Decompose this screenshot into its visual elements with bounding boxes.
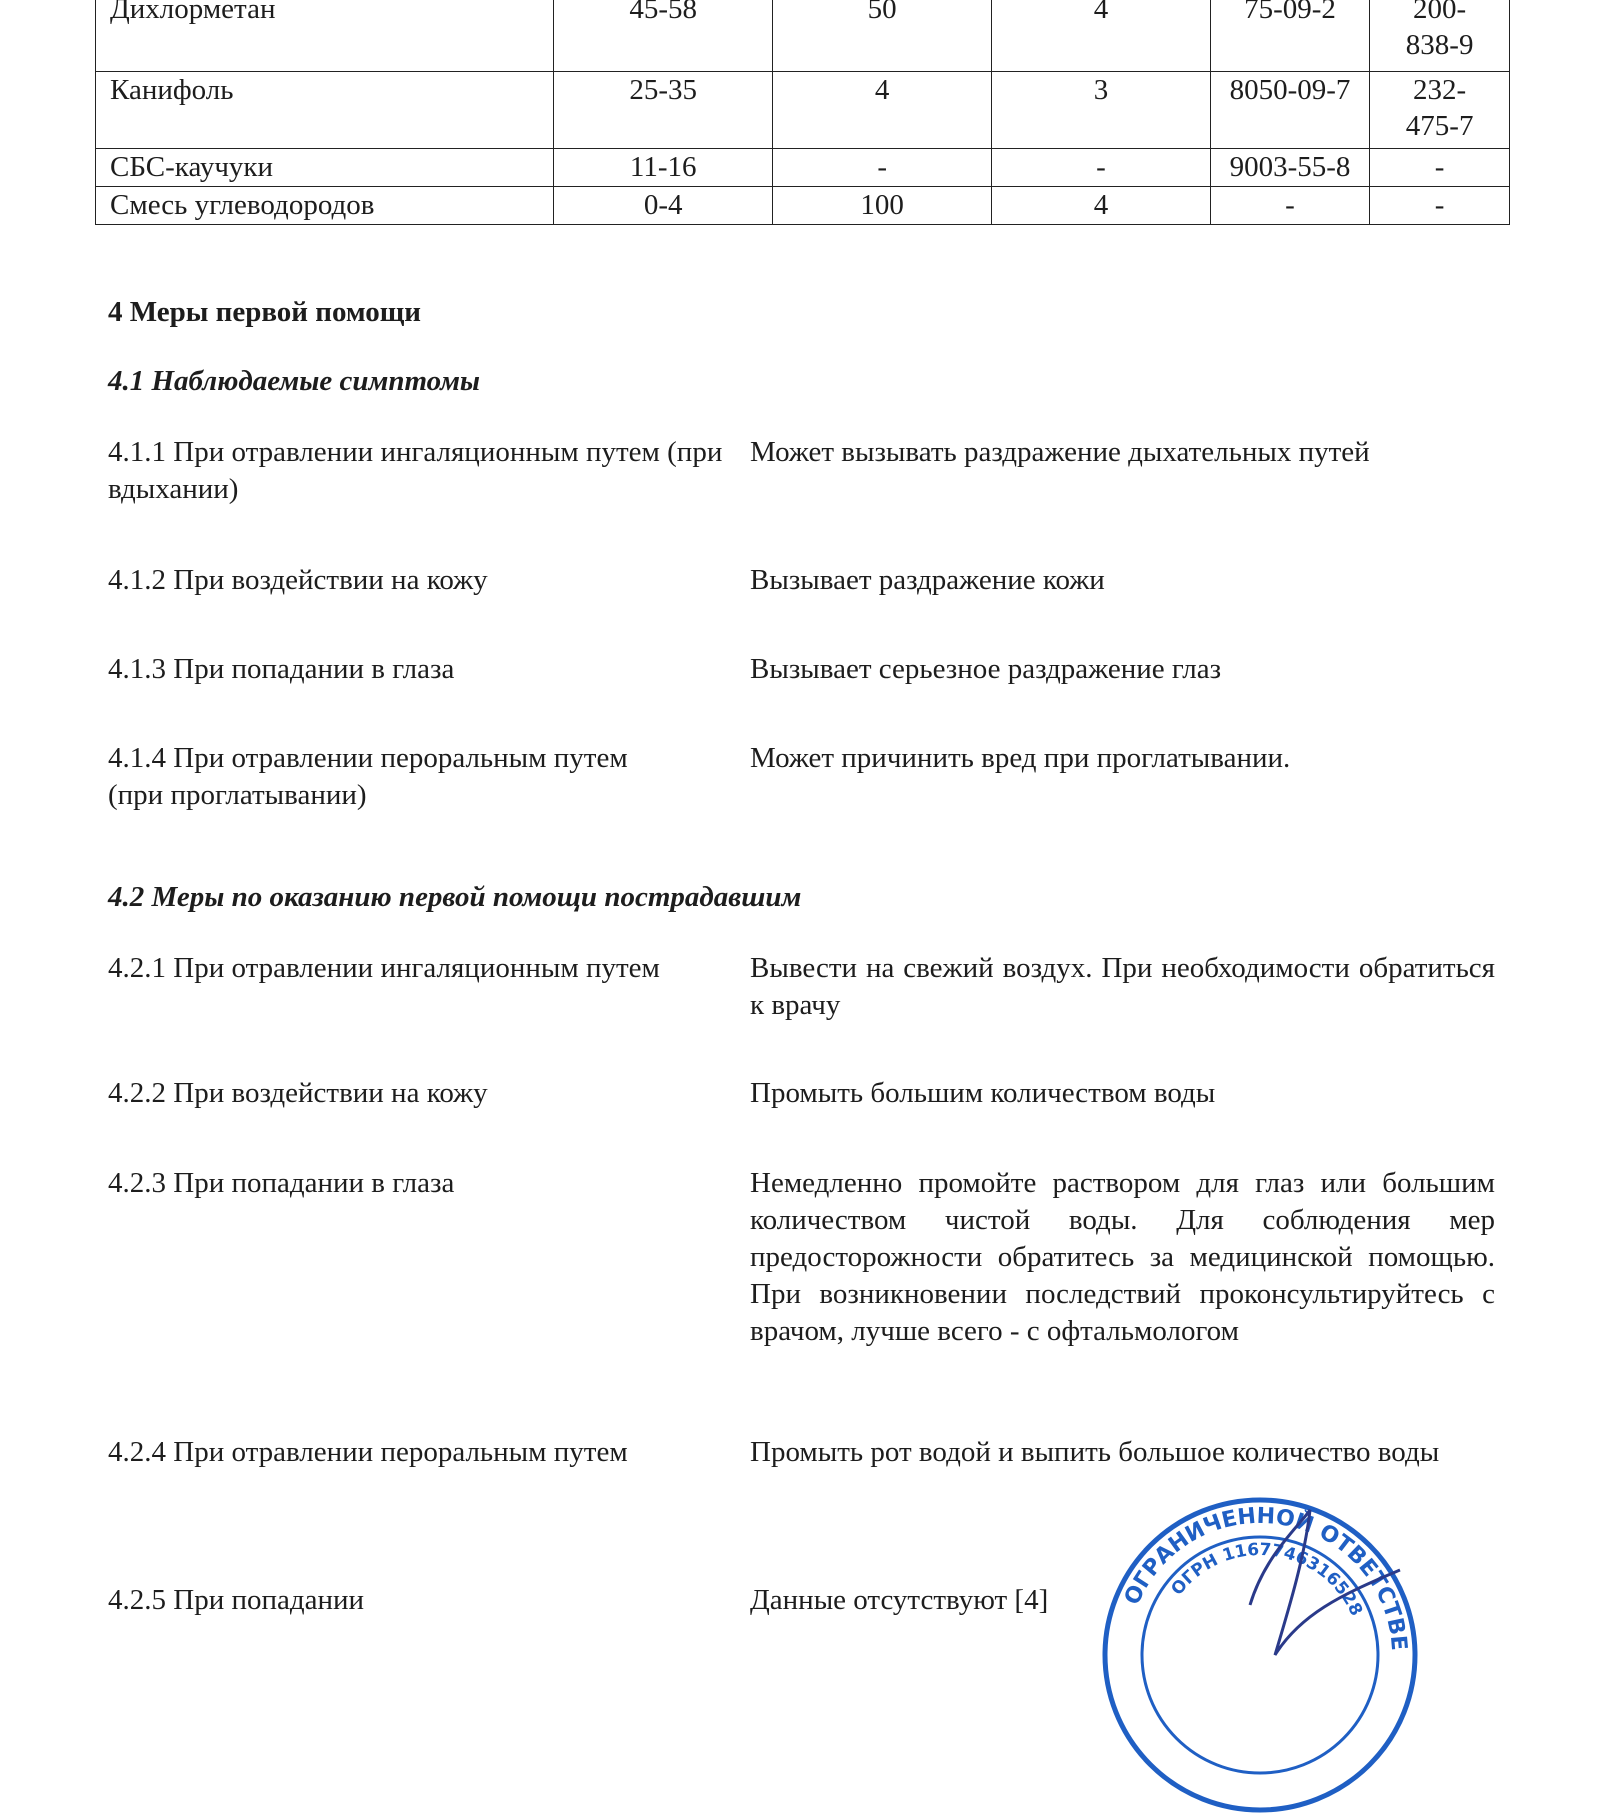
table-cell: 0-4: [554, 187, 773, 225]
item-label: 4.1.2 При воздействии на кожу: [108, 564, 488, 596]
item-text: Может причинить вред при проглатывании.: [750, 742, 1291, 774]
subsection-title: 4.1 Наблюдаемые симптомы: [108, 365, 481, 397]
item-text: Вызывает серьезное раздражение глаз: [750, 653, 1222, 685]
table-cell: 3: [992, 72, 1211, 149]
item-label: 4.2.5 При попадании: [108, 1584, 365, 1616]
item-label: 4.2.4 При отравлении пероральным путем: [108, 1436, 628, 1468]
table-cell: Смесь углеводородов: [96, 187, 554, 225]
item-text: Промыть большим количеством воды: [750, 1077, 1216, 1109]
table-cell: 100: [773, 187, 992, 225]
table-cell: -: [992, 149, 1211, 187]
item-label: 4.1.1 При отравлении ингаляционным путем (при вдыхании): [108, 436, 723, 505]
table-cell: 4: [992, 0, 1211, 72]
table-cell: -: [1370, 149, 1510, 187]
item-text: Промыть рот водой и выпить большое количество воды: [750, 1436, 1440, 1468]
stamp-ring-textpath: ОГРАНИЧЕННОЙ ОТВЕТСТВЕ: [1119, 1503, 1412, 1652]
stamp-inner-ring: [1142, 1537, 1378, 1773]
composition-table: [95, 0, 1510, 225]
table-cell: -: [1210, 187, 1370, 225]
item-text: Может вызывать раздражение дыхательных путей: [750, 436, 1370, 468]
table-cell: 50: [773, 0, 992, 72]
table-cell: 4: [992, 187, 1211, 225]
table-cell: 8050-09-7: [1210, 72, 1370, 149]
subsection-title: 4.2 Меры по оказанию первой помощи пострадавшим: [108, 881, 802, 913]
item-label: 4.1.3 При попадании в глаза: [108, 653, 455, 685]
table-cell: 9003-55-8: [1210, 149, 1370, 187]
table-cell: 4: [773, 72, 992, 149]
table-cell: -: [773, 149, 992, 187]
table-cell: 75-09-2: [1210, 0, 1370, 72]
table-cell-text: 232- 475-7: [1405, 74, 1474, 142]
section-title: 4 Меры первой помощи: [108, 296, 421, 328]
table-row: [96, 72, 1510, 149]
item-label: 4.2.2 При воздействии на кожу: [108, 1077, 488, 1109]
table-cell: 25-35: [554, 72, 773, 149]
table-cell: 11-16: [554, 149, 773, 187]
item-text: Вызывает раздражение кожи: [750, 564, 1105, 596]
item-label: 4.1.4 При отравлении пероральным путем (при проглатывании): [108, 742, 628, 811]
table-cell: [1370, 0, 1510, 72]
table-cell: -: [1370, 187, 1510, 225]
table-cell: Канифоль: [96, 72, 554, 149]
stamp-ring-text: [1120, 1504, 1411, 1652]
table-cell: 45-58: [554, 0, 773, 72]
stamp-ogrn-textpath: ОГРН 1167746316528: [1167, 1539, 1367, 1620]
item-label: 4.2.3 При попадании в глаза: [108, 1167, 455, 1199]
table-row: [96, 187, 1510, 225]
item-label: 4.2.1 При отравлении ингаляционным путем: [108, 952, 660, 984]
table-cell-text: 200- 838-9: [1405, 0, 1474, 61]
item-text: Немедленно промойте раствором для глаз или большим количеством чистой воды. Для соблюдения мер предосторожности обратитесь за медицинской помощью. При возникновении последствий проконсультируйтесь с врачом, лучше всего - с офтальмологом: [750, 1167, 1495, 1347]
item-text: Вывести на свежий воздух. При необходимости обратиться к врачу: [750, 952, 1495, 1021]
table-row: [96, 149, 1510, 187]
table-cell: [1370, 72, 1510, 149]
table-row: [96, 0, 1510, 72]
table-cell: СБС-каучуки: [96, 149, 554, 187]
item-text: Данные отсутствуют [4]: [750, 1584, 1049, 1616]
company-stamp: [1100, 1495, 1420, 1815]
table-cell: Дихлорметан: [96, 0, 554, 72]
